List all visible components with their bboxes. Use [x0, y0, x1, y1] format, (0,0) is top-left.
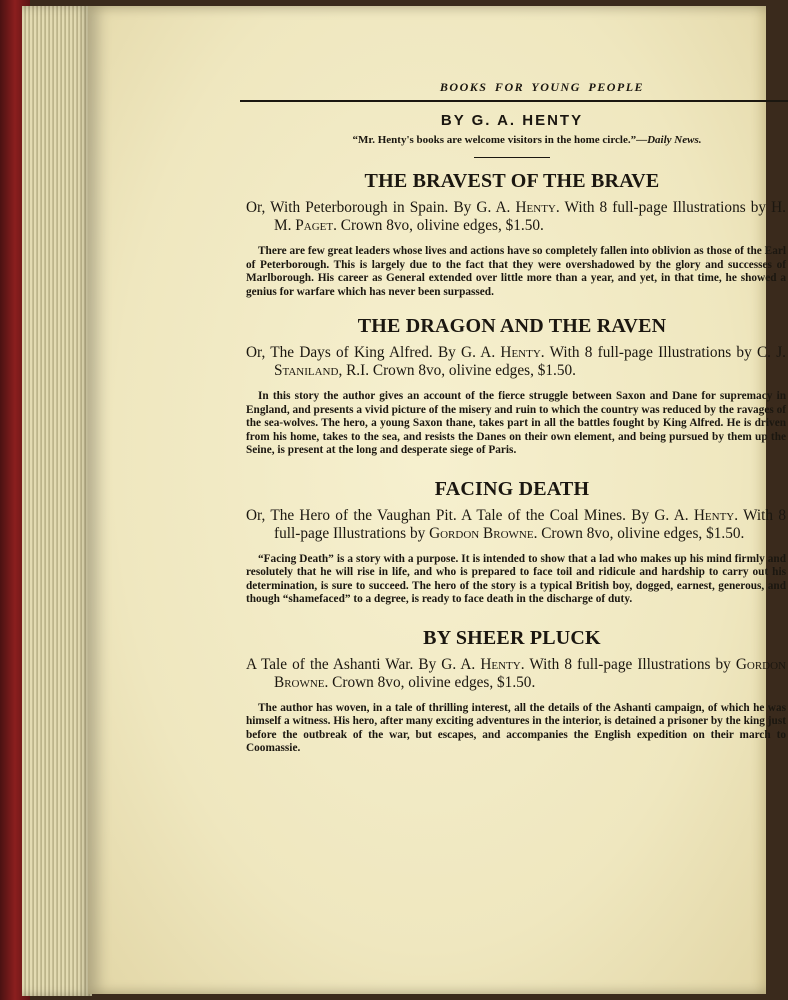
book-subtitle-text: . With 8 full-page Illustrations by C. J. [540, 344, 786, 361]
book-author: Henty [500, 344, 541, 361]
book-illustrator: Gordon Browne [429, 524, 534, 542]
book-illustrator: Staniland [274, 362, 339, 379]
press-quote-source: Daily News. [647, 134, 702, 146]
book-entry-facing-death [236, 478, 788, 607]
running-head: BOOKS FOR YOUNG PEOPLE [439, 80, 645, 94]
book-description: The author has woven, in a tale of thrilling interest, all the details of the Ashanti campaign, of which he was himself a witness. His hero, after many exciting adventures in the interior, is detained a prisoner by the king just before the outbreak of the war, but escapes, and accompanies the English expedition on their march to Coomassie. [246, 701, 786, 754]
book-subtitle-text: , R.I. Crown 8vo, olivine edges, $1.50. [338, 362, 576, 379]
book-subtitle-text: Or, The Days of King Alfred. By G. A. [246, 344, 501, 361]
book-subtitle-text: . Crown 8vo, olivine edges, $1.50. [333, 217, 544, 234]
press-quote [236, 134, 788, 146]
book-description: “Facing Death” is a story with a purpose. It is intended to show that a lad who makes up his mind firmly and resolutely that he will rise in life, and who is prepared to face toil and ridicule and hardship to carry out his determination, is sure to succeed. The hero of the story is a typical British boy, dogged, earnest, generous, and though “shamefaced” to a degree, is ready to face death in the discharge of duty. [246, 552, 786, 605]
book-author: Henty [693, 506, 735, 524]
header-rule [240, 100, 788, 102]
book-subtitle-text: . With 8 full-page Illustrations by [520, 655, 736, 673]
book-subtitle [246, 344, 786, 380]
book-author: Henty [515, 199, 556, 216]
book-entry-bravest [236, 170, 788, 299]
book-entry-dragon [236, 315, 788, 458]
book-subtitle [246, 199, 786, 235]
press-quote-text: “Mr. Henty's books are welcome visitors in the home circle.”— [352, 134, 648, 146]
book-page [88, 6, 787, 994]
book-illustrator: Paget [295, 217, 334, 234]
book-title: BY SHEER PLUCK [423, 626, 601, 649]
book-author: Henty [480, 655, 521, 673]
book-subtitle-text: Or, With Peterborough in Spain. By G. A. [246, 199, 516, 216]
book-description: In this story the author gives an account of the fierce struggle between Saxon and Dane for supremacy in England, and presents a vivid picture of the misery and ruin to which the country was reduced by the ravages of the sea-wolves. The hero, a young Saxon thane, takes part in all the battles fought by King Alfred. He is driven from his home, takes to the sea, and resists the Danes on their own element, and being pursued by them up the Seine, is present at the long and desperate siege of Paris. [246, 390, 786, 456]
book-illustrator: Gordon Browne [274, 655, 787, 691]
book-title: FACING DEATH [434, 477, 590, 500]
book-subtitle-text: . With 8 full-page Illustrations by H. M. [274, 199, 787, 234]
book-subtitle-text: . Crown 8vo, olivine edges, $1.50. [533, 524, 745, 542]
book-subtitle-text: . Crown 8vo, olivine edges, $1.50. [324, 673, 536, 691]
book-description: There are few great leaders whose lives and actions have so completely fallen into oblivion as those of the Earl of Peterborough. This is largely due to the fact that they were overshadowed by the glory and successes of Marlborough. His career as General extended over little more than a year, and yet, in that time, he showed a genius for warfare which has never been surpassed. [246, 245, 786, 298]
book-title: THE BRAVEST OF THE BRAVE [364, 170, 660, 192]
author-heading: BY G. A. HENTY [440, 112, 584, 129]
page-content [236, 80, 788, 756]
book-subtitle-text: Or, The Hero of the Vaughan Pit. A Tale of the Coal Mines. By G. A. [246, 506, 694, 524]
book-subtitle-text: A Tale of the Ashanti War. By G. A. [246, 655, 481, 673]
book-entry-sheer-pluck [236, 627, 788, 756]
section-divider [474, 157, 550, 158]
book-title: THE DRAGON AND THE RAVEN [357, 315, 667, 337]
book-subtitle [246, 656, 786, 692]
page-edges [22, 6, 92, 996]
book-subtitle [246, 507, 786, 543]
book-subtitle-text: . With 8 full-page Illustrations by [274, 506, 786, 542]
